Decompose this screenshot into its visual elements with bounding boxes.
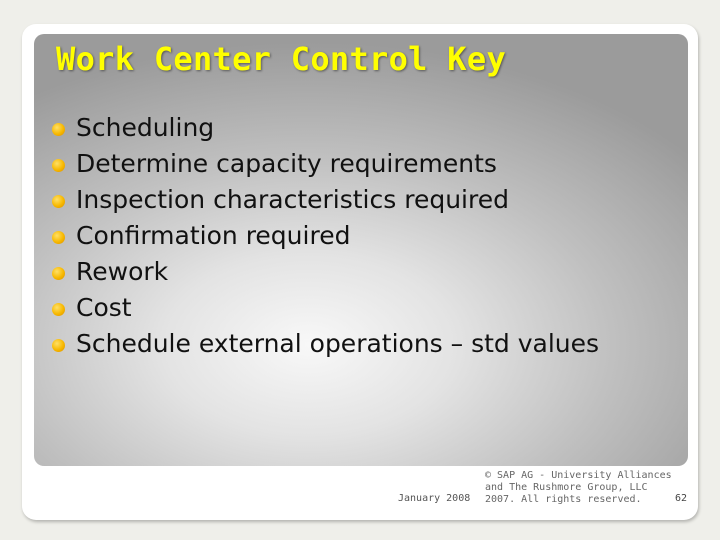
circle-bullet-icon — [52, 303, 65, 316]
page-number: 62 — [675, 493, 688, 504]
bullet-text: Schedule external operations – std values — [76, 329, 600, 358]
copyright-line: and The Rushmore Group, LLC — [485, 482, 648, 493]
bullet-text: Rework — [76, 257, 169, 286]
bullet-text: Inspection characteristics required — [76, 185, 509, 214]
footer-date: January 2008 — [398, 493, 471, 504]
bullet-text: Confirmation required — [76, 221, 351, 250]
slide-title: Work Center Control Key — [56, 40, 507, 78]
copyright-line: 2007. All rights reserved. — [485, 494, 642, 505]
circle-bullet-icon — [52, 339, 65, 352]
copyright-line: © SAP AG - University Alliances — [485, 470, 672, 481]
circle-bullet-icon — [52, 231, 65, 244]
bullet-text: Scheduling — [76, 113, 215, 142]
circle-bullet-icon — [52, 123, 65, 136]
circle-bullet-icon — [52, 195, 65, 208]
circle-bullet-icon — [52, 267, 65, 280]
footer-copyright — [485, 470, 675, 506]
bullet-text: Determine capacity requirements — [76, 149, 497, 178]
circle-bullet-icon — [52, 159, 65, 172]
bullet-text: Cost — [76, 293, 132, 322]
